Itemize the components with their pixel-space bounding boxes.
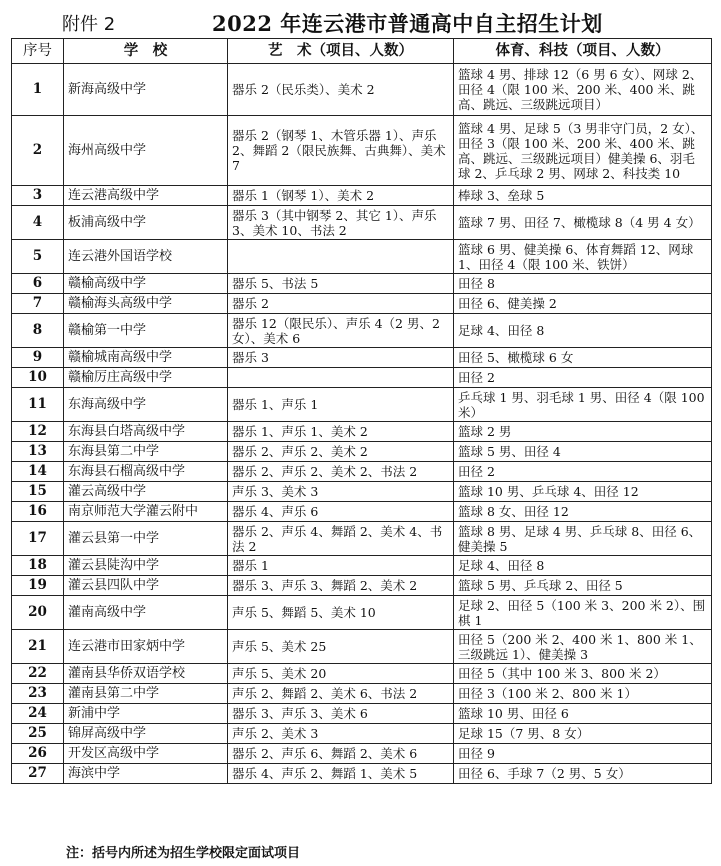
- school-name: 灌云高级中学: [64, 482, 228, 502]
- table-row: [12, 206, 712, 240]
- table-row: [12, 368, 712, 388]
- arts-quota: 器乐 2、声乐 2、美术 2: [228, 442, 454, 462]
- sports-tech-quota: 篮球 8 女、田径 12: [454, 502, 712, 522]
- sports-tech-quota: 篮球 8 男、足球 4 男、乒乓球 8、田径 6、健美操 5: [454, 522, 712, 556]
- arts-quota: 器乐 1、声乐 1、美术 2: [228, 422, 454, 442]
- school-name: 灌云县陡沟中学: [64, 556, 228, 576]
- table-row: [12, 724, 712, 744]
- arts-quota: 器乐 2（钢琴 1、木管乐器 1）、声乐 2、舞蹈 2（限民族舞、古典舞）、美术 7: [228, 116, 454, 186]
- table-row: [12, 186, 712, 206]
- school-name: 开发区高级中学: [64, 744, 228, 764]
- row-index: 9: [12, 348, 64, 368]
- sports-tech-quota: 篮球 6 男、健美操 6、体育舞蹈 12、网球 1、田径 4（限 100 米、铁饼）: [454, 240, 712, 274]
- row-index: 1: [12, 64, 64, 116]
- table-row: [12, 240, 712, 274]
- sports-tech-quota: 乒乓球 1 男、羽毛球 1 男、田径 4（限 100 米）: [454, 388, 712, 422]
- sports-tech-quota: 田径 3（100 米 2、800 米 1）: [454, 684, 712, 704]
- school-name: 新海高级中学: [64, 64, 228, 116]
- school-name: 赣榆海头高级中学: [64, 294, 228, 314]
- header-row: [12, 39, 712, 64]
- sports-tech-quota: 田径 9: [454, 744, 712, 764]
- arts-quota: 器乐 1、声乐 1: [228, 388, 454, 422]
- school-name: 连云港市田家炳中学: [64, 630, 228, 664]
- table-row: [12, 684, 712, 704]
- sports-tech-quota: 田径 6、健美操 2: [454, 294, 712, 314]
- row-index: 10: [12, 368, 64, 388]
- table-row: [12, 502, 712, 522]
- table-row: [12, 664, 712, 684]
- table-row: [12, 630, 712, 664]
- row-index: 15: [12, 482, 64, 502]
- sports-tech-quota: 田径 6、手球 7（2 男、5 女）: [454, 764, 712, 784]
- arts-quota: 器乐 2: [228, 294, 454, 314]
- arts-quota: 器乐 3（其中钢琴 2、其它 1）、声乐 3、美术 10、书法 2: [228, 206, 454, 240]
- row-index: 23: [12, 684, 64, 704]
- table-row: [12, 462, 712, 482]
- table-row: [12, 522, 712, 556]
- row-index: 3: [12, 186, 64, 206]
- school-name: 板浦高级中学: [64, 206, 228, 240]
- school-name: 南京师范大学灌云附中: [64, 502, 228, 522]
- arts-quota: 器乐 4、声乐 2、舞蹈 1、美术 5: [228, 764, 454, 784]
- row-index: 18: [12, 556, 64, 576]
- arts-quota: 器乐 1（钢琴 1）、美术 2: [228, 186, 454, 206]
- school-name: 东海县第二中学: [64, 442, 228, 462]
- table-row: [12, 764, 712, 784]
- arts-quota: [228, 240, 454, 274]
- table-row: [12, 348, 712, 368]
- school-name: 赣榆厉庄高级中学: [64, 368, 228, 388]
- table-row: [12, 596, 712, 630]
- table-row: [12, 744, 712, 764]
- arts-quota: 器乐 2、声乐 2、美术 2、书法 2: [228, 462, 454, 482]
- sports-tech-quota: 足球 2、田径 5（100 米 3、200 米 2）、围棋 1: [454, 596, 712, 630]
- arts-quota: 器乐 2（民乐类）、美术 2: [228, 64, 454, 116]
- sports-tech-quota: 棒球 3、垒球 5: [454, 186, 712, 206]
- school-name: 海州高级中学: [64, 116, 228, 186]
- row-index: 16: [12, 502, 64, 522]
- school-name: 赣榆高级中学: [64, 274, 228, 294]
- school-name: 灌云县第一中学: [64, 522, 228, 556]
- row-index: 13: [12, 442, 64, 462]
- arts-quota: 声乐 5、美术 25: [228, 630, 454, 664]
- sports-tech-quota: 田径 8: [454, 274, 712, 294]
- school-name: 东海高级中学: [64, 388, 228, 422]
- row-index: 5: [12, 240, 64, 274]
- school-name: 连云港外国语学校: [64, 240, 228, 274]
- arts-quota: 声乐 5、舞蹈 5、美术 10: [228, 596, 454, 630]
- school-name: 新浦中学: [64, 704, 228, 724]
- arts-quota: 声乐 3、美术 3: [228, 482, 454, 502]
- arts-quota: [228, 368, 454, 388]
- row-index: 20: [12, 596, 64, 630]
- sports-tech-quota: 田径 5、橄榄球 6 女: [454, 348, 712, 368]
- arts-quota: 声乐 2、舞蹈 2、美术 6、书法 2: [228, 684, 454, 704]
- row-index: 2: [12, 116, 64, 186]
- table-row: [12, 442, 712, 462]
- sports-tech-quota: 足球 4、田径 8: [454, 556, 712, 576]
- sports-tech-quota: 足球 15（7 男、8 女）: [454, 724, 712, 744]
- row-index: 4: [12, 206, 64, 240]
- sports-tech-quota: 田径 5（其中 100 米 3、800 米 2）: [454, 664, 712, 684]
- table-row: [12, 576, 712, 596]
- row-index: 26: [12, 744, 64, 764]
- school-name: 灌南县华侨双语学校: [64, 664, 228, 684]
- row-index: 27: [12, 764, 64, 784]
- table-header: [12, 39, 712, 64]
- table-row: [12, 64, 712, 116]
- table-row: [12, 314, 712, 348]
- column-header-arts: 艺 术（项目、人数）: [228, 39, 454, 64]
- row-index: 11: [12, 388, 64, 422]
- enrollment-plan-table: [11, 38, 712, 784]
- table-row: [12, 116, 712, 186]
- sports-tech-quota: 篮球 10 男、乒乓球 4、田径 12: [454, 482, 712, 502]
- arts-quota: 器乐 4、声乐 6: [228, 502, 454, 522]
- table-row: [12, 556, 712, 576]
- school-name: 海滨中学: [64, 764, 228, 784]
- document-title: 2022 年连云港市普通高中自主招生计划: [212, 11, 603, 36]
- arts-quota: 器乐 2、声乐 6、舞蹈 2、美术 6: [228, 744, 454, 764]
- column-header-school: 学 校: [64, 39, 228, 64]
- school-name: 赣榆城南高级中学: [64, 348, 228, 368]
- school-name: 连云港高级中学: [64, 186, 228, 206]
- school-name: 赣榆第一中学: [64, 314, 228, 348]
- arts-quota: 器乐 2、声乐 4、舞蹈 2、美术 4、书法 2: [228, 522, 454, 556]
- table-body: [12, 64, 712, 784]
- row-index: 24: [12, 704, 64, 724]
- attachment-label: 附件 2: [62, 14, 116, 35]
- row-index: 17: [12, 522, 64, 556]
- table-row: [12, 388, 712, 422]
- table-row: [12, 274, 712, 294]
- row-index: 19: [12, 576, 64, 596]
- sports-tech-quota: 田径 2: [454, 368, 712, 388]
- row-index: 14: [12, 462, 64, 482]
- row-index: 21: [12, 630, 64, 664]
- arts-quota: 器乐 3、声乐 3、美术 6: [228, 704, 454, 724]
- school-name: 灌云县四队中学: [64, 576, 228, 596]
- school-name: 东海县白塔高级中学: [64, 422, 228, 442]
- sports-tech-quota: 篮球 2 男: [454, 422, 712, 442]
- sports-tech-quota: 篮球 4 男、排球 12（6 男 6 女）、网球 2、田径 4（限 100 米、200 米、400 米、跳高、跳远、三级跳远项目）: [454, 64, 712, 116]
- row-index: 25: [12, 724, 64, 744]
- row-index: 7: [12, 294, 64, 314]
- sports-tech-quota: 田径 2: [454, 462, 712, 482]
- arts-quota: 器乐 1: [228, 556, 454, 576]
- sports-tech-quota: 足球 4、田径 8: [454, 314, 712, 348]
- sports-tech-quota: 篮球 10 男、田径 6: [454, 704, 712, 724]
- sports-tech-quota: 篮球 4 男、足球 5（3 男非守门员，2 女）、田径 3（限 100 米、200 米、400 米、跳高、跳远、三级跳远项目）健美操 6、羽毛球 2、乒乓球 2 男、网球 2、科技类 10: [454, 116, 712, 186]
- sports-tech-quota: 篮球 5 男、乒乓球 2、田径 5: [454, 576, 712, 596]
- sports-tech-quota: 田径 5（200 米 2、400 米 1、800 米 1、三级跳远 1）、健美操 3: [454, 630, 712, 664]
- arts-quota: 器乐 3: [228, 348, 454, 368]
- row-index: 8: [12, 314, 64, 348]
- table-row: [12, 294, 712, 314]
- table-row: [12, 422, 712, 442]
- document-header: [0, 4, 721, 38]
- footnote: 注：括号内所述为招生学校限定面试项目: [66, 846, 301, 861]
- row-index: 22: [12, 664, 64, 684]
- row-index: 6: [12, 274, 64, 294]
- column-header-sports: 体育、科技（项目、人数）: [454, 39, 712, 64]
- table-row: [12, 704, 712, 724]
- table-row: [12, 482, 712, 502]
- arts-quota: 器乐 12（限民乐）、声乐 4（2 男、2 女）、美术 6: [228, 314, 454, 348]
- column-header-index: 序号: [12, 39, 64, 64]
- arts-quota: 器乐 5、书法 5: [228, 274, 454, 294]
- row-index: 12: [12, 422, 64, 442]
- school-name: 灌南县第二中学: [64, 684, 228, 704]
- sports-tech-quota: 篮球 5 男、田径 4: [454, 442, 712, 462]
- school-name: 灌南高级中学: [64, 596, 228, 630]
- arts-quota: 声乐 5、美术 20: [228, 664, 454, 684]
- arts-quota: 器乐 3、声乐 3、舞蹈 2、美术 2: [228, 576, 454, 596]
- school-name: 东海县石榴高级中学: [64, 462, 228, 482]
- sports-tech-quota: 篮球 7 男、田径 7、橄榄球 8（4 男 4 女）: [454, 206, 712, 240]
- arts-quota: 声乐 2、美术 3: [228, 724, 454, 744]
- school-name: 锦屏高级中学: [64, 724, 228, 744]
